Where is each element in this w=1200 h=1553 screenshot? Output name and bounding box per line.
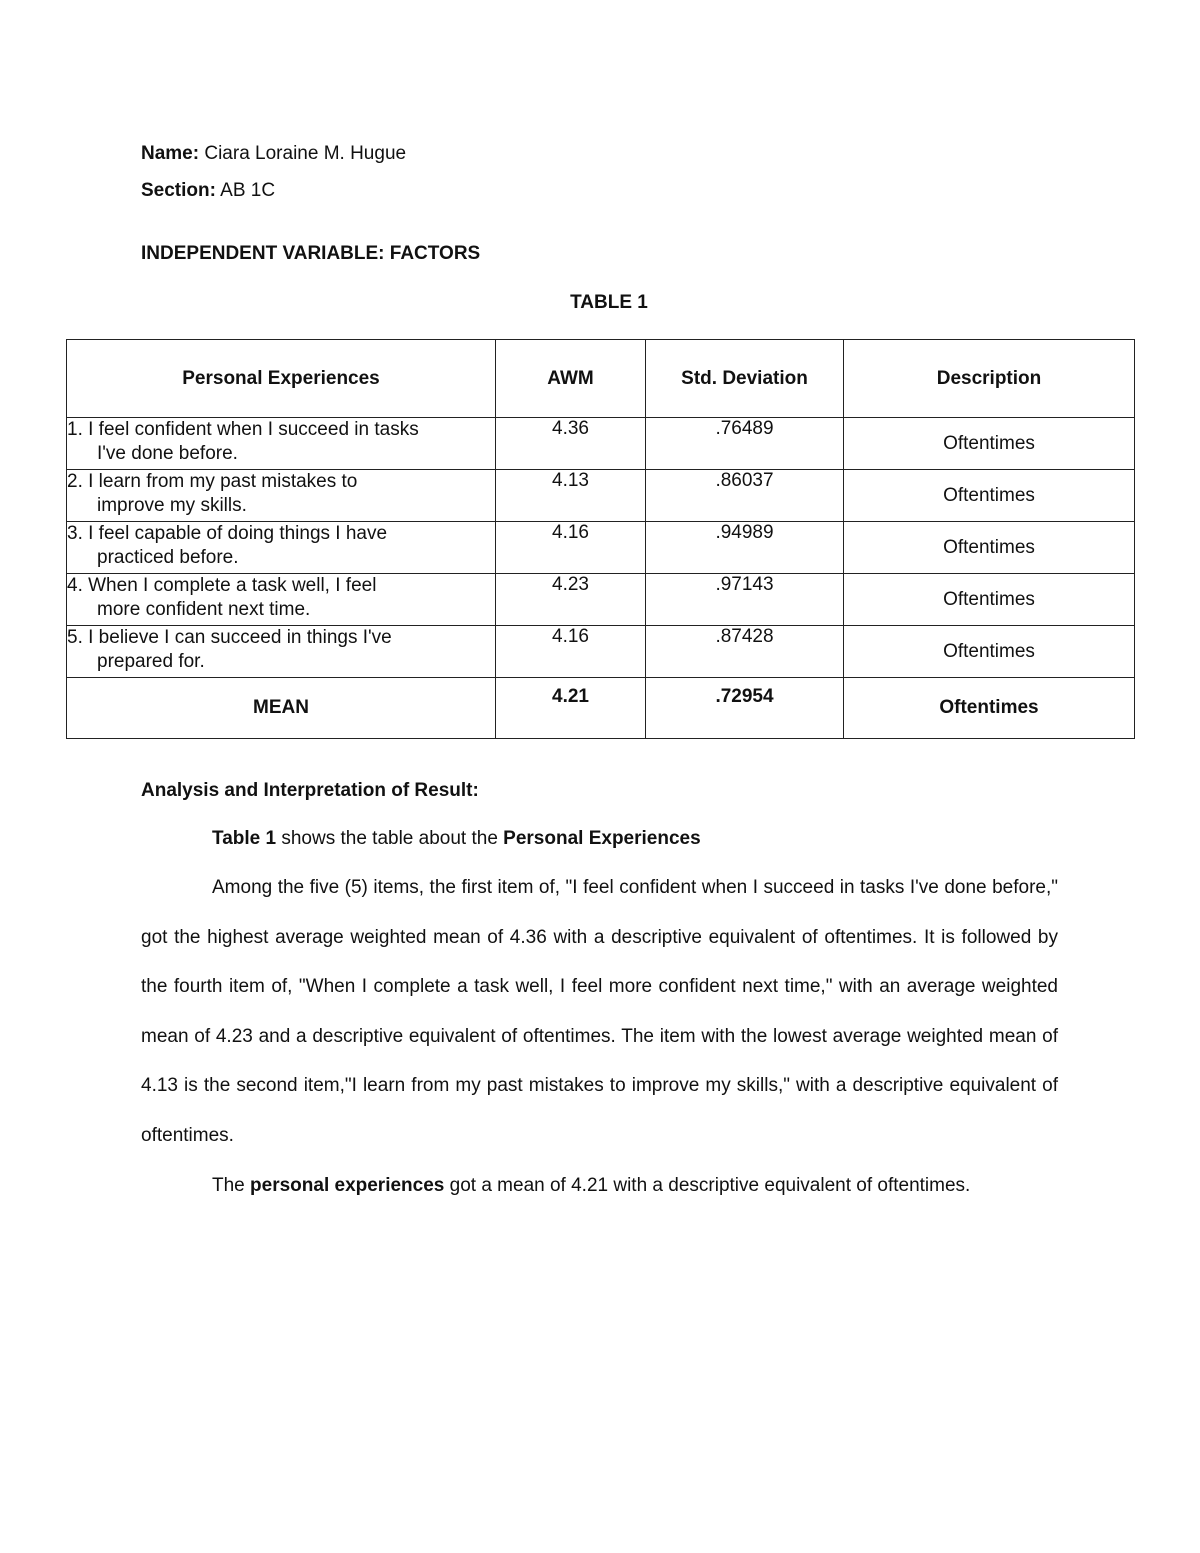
item-line: 4. When I complete a task well, I feel <box>67 575 377 596</box>
description-cell: Oftentimes <box>844 418 1135 470</box>
sd-cell: .97143 <box>646 574 844 626</box>
name-value: Ciara Loraine M. Hugue <box>199 143 407 164</box>
analysis-paragraph-conclusion <box>141 1161 1058 1211</box>
sd-cell: .86037 <box>646 470 844 522</box>
description-cell: Oftentimes <box>844 574 1135 626</box>
results-table <box>66 339 1135 739</box>
sd-cell: .76489 <box>646 418 844 470</box>
table-row <box>67 626 1135 678</box>
awm-cell: 4.23 <box>496 574 646 626</box>
topic-ref: Personal Experiences <box>503 828 701 849</box>
independent-variable-heading: INDEPENDENT VARIABLE: FACTORS <box>141 243 481 264</box>
mean-row <box>67 678 1135 739</box>
sd-cell: .87428 <box>646 626 844 678</box>
section-line <box>141 179 275 203</box>
table-row <box>67 574 1135 626</box>
mean-sd-cell: .72954 <box>646 678 844 739</box>
item-line-continued: improve my skills. <box>97 495 247 516</box>
analysis-paragraph-intro <box>141 814 1058 864</box>
item-cell <box>67 522 496 574</box>
sd-cell: .94989 <box>646 522 844 574</box>
table-row <box>67 470 1135 522</box>
table-ref: Table 1 <box>212 828 277 849</box>
description-cell: Oftentimes <box>844 626 1135 678</box>
column-header: Personal Experiences <box>67 340 496 418</box>
item-line-continued: practiced before. <box>97 547 239 568</box>
conclusion-text-start: The <box>212 1175 251 1196</box>
analysis-heading: Analysis and Interpretation of Result: <box>141 780 479 801</box>
item-cell <box>67 418 496 470</box>
conclusion-text-end: got a mean of 4.21 with a descriptive equivalent of oftentimes. <box>444 1175 971 1196</box>
item-line: 3. I feel capable of doing things I have <box>67 523 388 544</box>
item-line: 2. I learn from my past mistakes to <box>67 471 358 492</box>
section-label: Section: <box>141 180 216 201</box>
item-line: 1. I feel confident when I succeed in tasks <box>67 419 419 440</box>
column-header: Std. Deviation <box>646 340 844 418</box>
conclusion-topic: personal experiences <box>250 1175 445 1196</box>
description-cell: Oftentimes <box>844 522 1135 574</box>
analysis-paragraph-body: Among the five (5) items, the first item of, "I feel confident when I succeed in tasks I've done before," got the highest average weighted mean of 4.36 with a descriptive equivalent of oftentimes. It is followed by the fourth item of, "When I complete a task well, I feel more confident next time," with an average weighted mean of 4.23 and a descriptive equivalent of oftentimes. The item with the lowest average weighted mean of 4.13 is the second item,"I learn from my past mistakes to improve my skills," with a descriptive equivalent of oftentimes. <box>141 877 1058 1146</box>
awm-cell: 4.13 <box>496 470 646 522</box>
name-line <box>141 142 406 166</box>
awm-cell: 4.36 <box>496 418 646 470</box>
awm-cell: 4.16 <box>496 522 646 574</box>
awm-cell: 4.16 <box>496 626 646 678</box>
item-line: 5. I believe I can succeed in things I've <box>67 627 392 648</box>
column-header: AWM <box>496 340 646 418</box>
table-title: TABLE 1 <box>570 292 648 313</box>
section-value: AB 1C <box>215 180 276 201</box>
item-cell <box>67 574 496 626</box>
description-cell: Oftentimes <box>844 470 1135 522</box>
item-line-continued: more confident next time. <box>97 599 311 620</box>
item-line-continued: I've done before. <box>97 443 238 464</box>
column-header: Description <box>844 340 1135 418</box>
name-label: Name: <box>141 143 200 164</box>
mean-awm-cell: 4.21 <box>496 678 646 739</box>
item-cell <box>67 470 496 522</box>
table-header-row <box>67 340 1135 418</box>
mean-description-cell: Oftentimes <box>844 678 1135 739</box>
mean-label-cell: MEAN <box>67 678 496 739</box>
item-cell <box>67 626 496 678</box>
item-line-continued: prepared for. <box>97 651 205 672</box>
table-row <box>67 418 1135 470</box>
table-row <box>67 522 1135 574</box>
intro-text: shows the table about the <box>276 828 504 849</box>
